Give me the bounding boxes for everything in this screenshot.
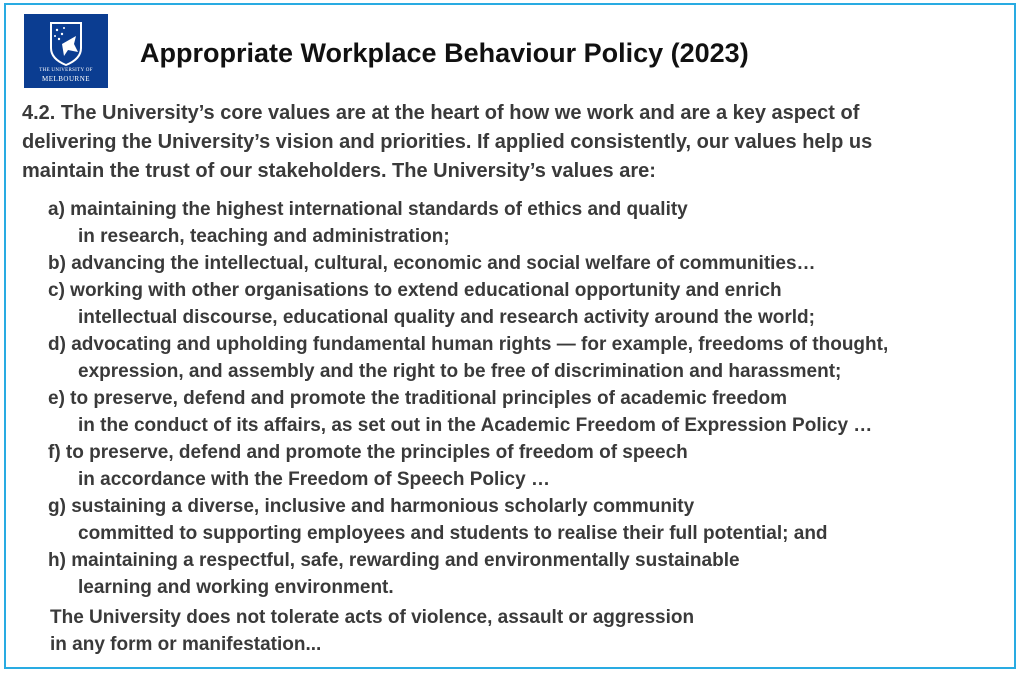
intro-line: delivering the University’s vision and priorities. If applied consistently, our values help us (22, 131, 873, 153)
value-line-continued: in research, teaching and administration; (78, 226, 450, 247)
value-item-b (48, 250, 1024, 277)
value-item-h (48, 547, 1024, 601)
intro-paragraph (22, 99, 1012, 186)
value-line: g) sustaining a diverse, inclusive and harmonious scholarly community (48, 496, 695, 517)
value-line: h) maintaining a respectful, safe, rewarding and environmentally sustainable (48, 550, 740, 571)
value-line-continued: learning and working environment. (78, 577, 394, 598)
closing-line: The University does not tolerate acts of violence, assault or aggression (50, 607, 695, 628)
value-line-continued: in the conduct of its affairs, as set out in the Academic Freedom of Expression Policy … (78, 415, 873, 436)
value-item-d (48, 331, 1024, 385)
closing-statement (50, 604, 694, 658)
values-list (48, 196, 1024, 601)
value-line-continued: committed to supporting employees and students to realise their full potential; and (78, 523, 828, 544)
intro-line: 4.2. The University’s core values are at the heart of how we work and are a key aspect of (22, 102, 860, 124)
value-line: f) to preserve, defend and promote the principles of freedom of speech (48, 442, 688, 463)
value-item-a (48, 196, 1024, 250)
closing-line: in any form or manifestation... (50, 634, 322, 655)
value-line: a) maintaining the highest international standards of ethics and quality (48, 199, 688, 220)
intro-line: maintain the trust of our stakeholders. The University’s values are: (22, 160, 656, 182)
logo-line1: THE UNIVERSITY OF (39, 68, 93, 73)
value-line: e) to preserve, defend and promote the traditional principles of academic freedom (48, 388, 788, 409)
value-item-g (48, 493, 1024, 547)
value-line: b) advancing the intellectual, cultural, economic and social welfare of communities… (48, 253, 816, 274)
value-line: c) working with other organisations to extend educational opportunity and enrich (48, 280, 782, 301)
logo-line2: MELBOURNE (41, 75, 91, 83)
value-line-continued: expression, and assembly and the right to be free of discrimination and harassment; (78, 361, 842, 382)
value-item-e (48, 385, 1024, 439)
university-logo (24, 14, 108, 88)
value-line: d) advocating and upholding fundamental human rights — for example, freedoms of thought, (48, 334, 889, 355)
page-title: Appropriate Workplace Behaviour Policy (2023) (140, 38, 749, 68)
value-item-f (48, 439, 1024, 493)
value-line-continued: in accordance with the Freedom of Speech Policy … (78, 469, 550, 490)
value-line-continued: intellectual discourse, educational quality and research activity around the world; (78, 307, 815, 328)
value-item-c (48, 277, 1024, 331)
